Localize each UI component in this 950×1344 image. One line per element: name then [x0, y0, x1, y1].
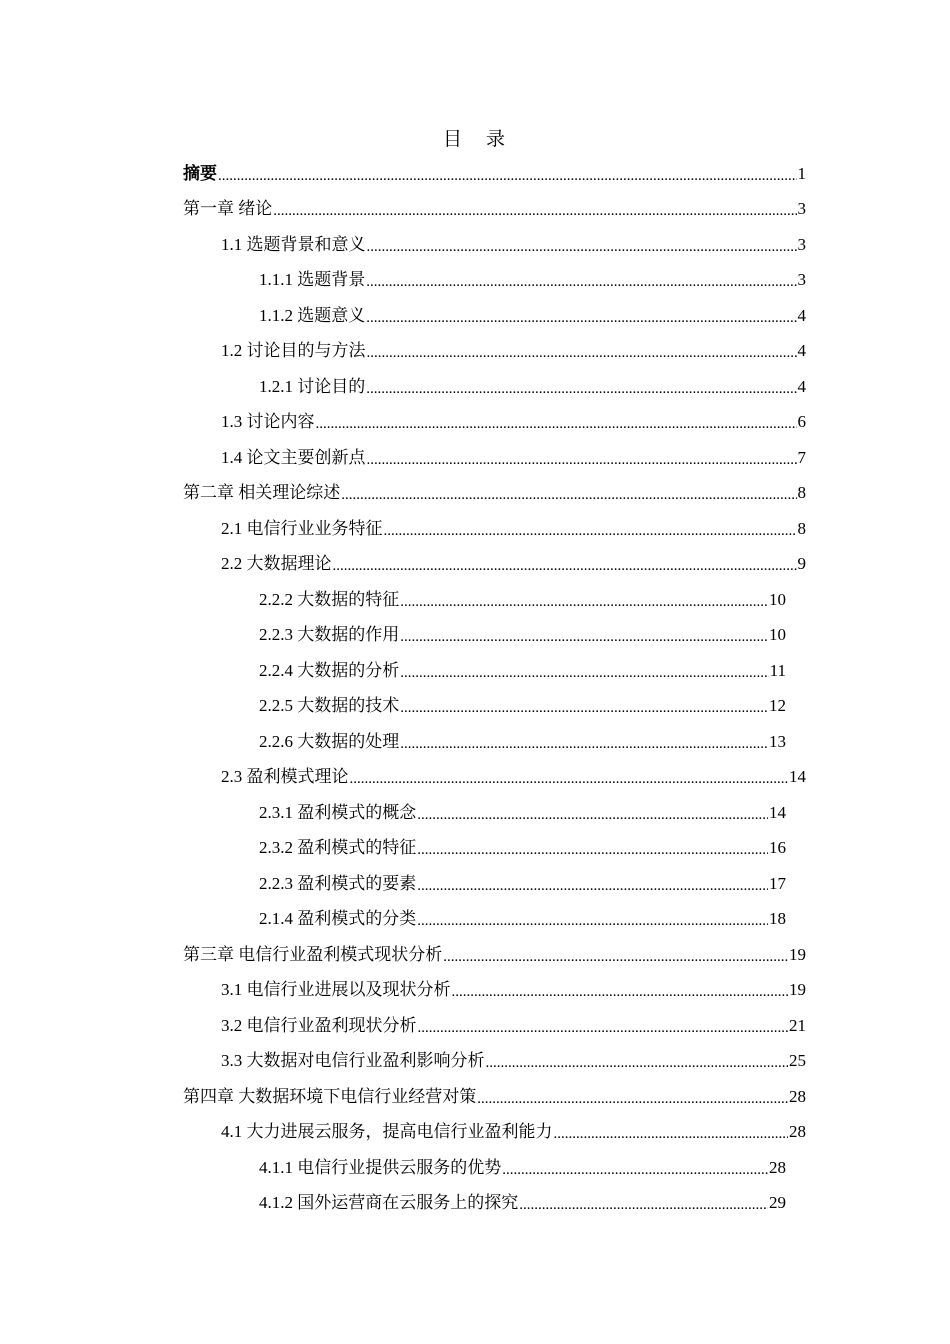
toc-leader-dots — [417, 913, 768, 929]
toc-leader-dots — [400, 594, 768, 610]
toc-entry-page-number: 4 — [797, 341, 806, 360]
toc-leader-dots — [341, 487, 796, 503]
toc-entry-label: 1.1.1 选题背景 — [259, 270, 366, 289]
toc-entry-label: 4.1.1 电信行业提供云服务的优势 — [259, 1157, 502, 1177]
toc-entry-label: 1.1 选题背景和意义 — [221, 234, 366, 254]
toc-entry[interactable] — [183, 1185, 806, 1221]
toc-entry-label: 1.1.2 选题意义 — [259, 305, 366, 325]
toc-entry[interactable] — [183, 652, 806, 688]
toc-leader-dots — [418, 1020, 789, 1036]
toc-entry-label: 1.3 讨论内容 — [221, 412, 315, 431]
toc-entry[interactable] — [183, 1078, 806, 1114]
toc-entry-label: 第一章 绪论 — [183, 199, 273, 218]
toc-leader-dots — [273, 203, 796, 219]
toc-entry[interactable] — [183, 546, 806, 582]
toc-entry-label: 2.3.2 盈利模式的特征 — [259, 838, 417, 857]
toc-leader-dots — [350, 771, 789, 787]
toc-entry[interactable] — [183, 617, 806, 653]
toc-entry-label: 2.2 大数据理论 — [221, 554, 332, 573]
toc-leader-dots — [502, 1162, 768, 1178]
toc-entry-label: 2.2.3 大数据的作用 — [259, 625, 400, 644]
toc-entry[interactable] — [183, 723, 806, 759]
toc-entry-label: 第二章 相关理论综述 — [183, 483, 341, 502]
toc-leader-dots — [554, 1126, 789, 1142]
toc-entry-label: 2.3 盈利模式理论 — [221, 767, 349, 786]
toc-entry-label: 1.4 论文主要创新点 — [221, 447, 366, 467]
toc-leader-dots — [519, 1197, 768, 1213]
toc-entry-label: 3.1 电信行业进展以及现状分析 — [221, 980, 451, 999]
toc-entry[interactable] — [183, 794, 806, 830]
toc-leader-dots — [400, 700, 768, 716]
toc-entry-label: 2.2.3 盈利模式的要素 — [259, 873, 417, 893]
toc-entry-label: 1.2.1 讨论目的 — [259, 376, 366, 396]
toc-leader-dots — [333, 558, 797, 574]
toc-entry-page-number: 7 — [797, 447, 806, 467]
toc-entry[interactable] — [183, 688, 806, 724]
toc-leader-dots — [417, 842, 768, 858]
toc-entry-page-number: 13 — [769, 731, 786, 751]
toc-entry-page-number: 25 — [789, 1051, 806, 1070]
toc-leader-dots — [384, 523, 797, 539]
toc-entry-page-number: 19 — [789, 944, 806, 964]
toc-entry[interactable] — [183, 972, 806, 1008]
toc-leader-dots — [367, 239, 797, 255]
toc-leader-dots — [400, 629, 768, 645]
toc-leader-dots — [366, 381, 796, 397]
toc-entry-page-number: 19 — [789, 980, 806, 999]
toc-entry-label: 3.3 大数据对电信行业盈利影响分析 — [221, 1051, 485, 1070]
toc-entry-label: 2.1.4 盈利模式的分类 — [259, 909, 417, 928]
toc-leader-dots — [477, 1091, 788, 1107]
toc-entry-page-number: 10 — [769, 625, 786, 644]
toc-entry-label: 2.2.5 大数据的技术 — [259, 696, 400, 715]
toc-entry-page-number: 14 — [769, 802, 786, 822]
toc-leader-dots — [316, 416, 797, 432]
toc-title — [0, 124, 950, 151]
toc-entry-page-number: 16 — [769, 838, 786, 857]
toc-leader-dots — [417, 807, 768, 823]
toc-entry[interactable] — [183, 830, 806, 866]
toc-entry-label: 第四章 大数据环境下电信行业经营对策 — [183, 1086, 477, 1106]
toc-entry-label: 2.1 电信行业业务特征 — [221, 518, 383, 538]
toc-entry[interactable] — [183, 333, 806, 369]
toc-entry-page-number: 28 — [789, 1086, 806, 1106]
toc-entry[interactable] — [183, 155, 806, 191]
toc-entry-page-number: 14 — [789, 767, 806, 786]
toc-entry-page-number: 11 — [769, 660, 786, 680]
toc-leader-dots — [443, 949, 788, 965]
toc-entry-page-number: 6 — [797, 412, 806, 431]
toc-entry[interactable] — [183, 1114, 806, 1150]
toc-entry[interactable] — [183, 865, 806, 901]
toc-entry[interactable] — [183, 191, 806, 227]
toc-entry-label: 2.2.2 大数据的特征 — [259, 589, 400, 609]
toc-leader-dots — [218, 168, 797, 184]
toc-entry[interactable] — [183, 1149, 806, 1185]
toc-entry-label: 1.2 讨论目的与方法 — [221, 341, 366, 360]
toc-entry-page-number: 17 — [769, 873, 786, 893]
toc-entry-page-number: 3 — [797, 199, 806, 218]
toc-entry-label: 3.2 电信行业盈利现状分析 — [221, 1015, 417, 1035]
toc-entry-label: 4.1 大力进展云服务，提高电信行业盈利能力 — [221, 1122, 553, 1141]
toc-leader-dots — [367, 452, 797, 468]
toc-title-part1: 目 — [442, 129, 464, 150]
toc-entry[interactable] — [183, 368, 806, 404]
toc-entry-page-number: 1 — [797, 163, 806, 183]
toc-entry[interactable] — [183, 901, 806, 937]
toc-entry-label: 2.2.6 大数据的处理 — [259, 731, 400, 751]
toc-entry-label: 摘要 — [183, 163, 217, 183]
toc-entry-page-number: 29 — [769, 1193, 786, 1212]
toc-entry-page-number: 3 — [797, 270, 806, 289]
toc-leader-dots — [366, 274, 796, 290]
toc-entry-page-number: 12 — [769, 696, 786, 715]
toc-leader-dots — [417, 878, 768, 894]
toc-leader-dots — [367, 345, 797, 361]
toc-leader-dots — [366, 310, 796, 326]
toc-entry[interactable] — [183, 262, 806, 298]
toc-entry-page-number: 18 — [769, 909, 786, 928]
toc-entry-label: 4.1.2 国外运营商在云服务上的探究 — [259, 1193, 519, 1212]
toc-entry-page-number: 10 — [769, 589, 786, 609]
toc-entry-page-number: 3 — [797, 234, 806, 254]
toc-leader-dots — [400, 736, 768, 752]
toc-entry-label: 2.2.4 大数据的分析 — [259, 660, 400, 680]
toc-entry-page-number: 4 — [797, 376, 806, 396]
toc-entry[interactable] — [183, 226, 806, 262]
toc-leader-dots — [452, 984, 789, 1000]
toc-entry[interactable] — [183, 581, 806, 617]
toc-entry[interactable] — [183, 439, 806, 475]
toc-entry-label: 2.3.1 盈利模式的概念 — [259, 802, 417, 822]
table-of-contents — [183, 155, 806, 1220]
toc-entry-page-number: 4 — [797, 305, 806, 325]
toc-entry[interactable] — [183, 297, 806, 333]
toc-entry-page-number: 9 — [797, 554, 806, 573]
toc-entry[interactable] — [183, 759, 806, 795]
toc-entry-page-number: 21 — [789, 1015, 806, 1035]
toc-entry-page-number: 8 — [797, 518, 806, 538]
toc-title-part2: 录 — [486, 129, 508, 150]
toc-leader-dots — [400, 665, 768, 681]
toc-leader-dots — [486, 1055, 789, 1071]
toc-entry-page-number: 28 — [769, 1157, 786, 1177]
toc-entry[interactable] — [183, 1007, 806, 1043]
toc-entry-page-number: 8 — [797, 483, 806, 502]
toc-entry[interactable] — [183, 404, 806, 440]
toc-entry[interactable] — [183, 1043, 806, 1079]
toc-entry-label: 第三章 电信行业盈利模式现状分析 — [183, 944, 443, 964]
toc-entry[interactable] — [183, 475, 806, 511]
toc-entry[interactable] — [183, 936, 806, 972]
toc-entry-page-number: 28 — [789, 1122, 806, 1141]
toc-entry[interactable] — [183, 510, 806, 546]
